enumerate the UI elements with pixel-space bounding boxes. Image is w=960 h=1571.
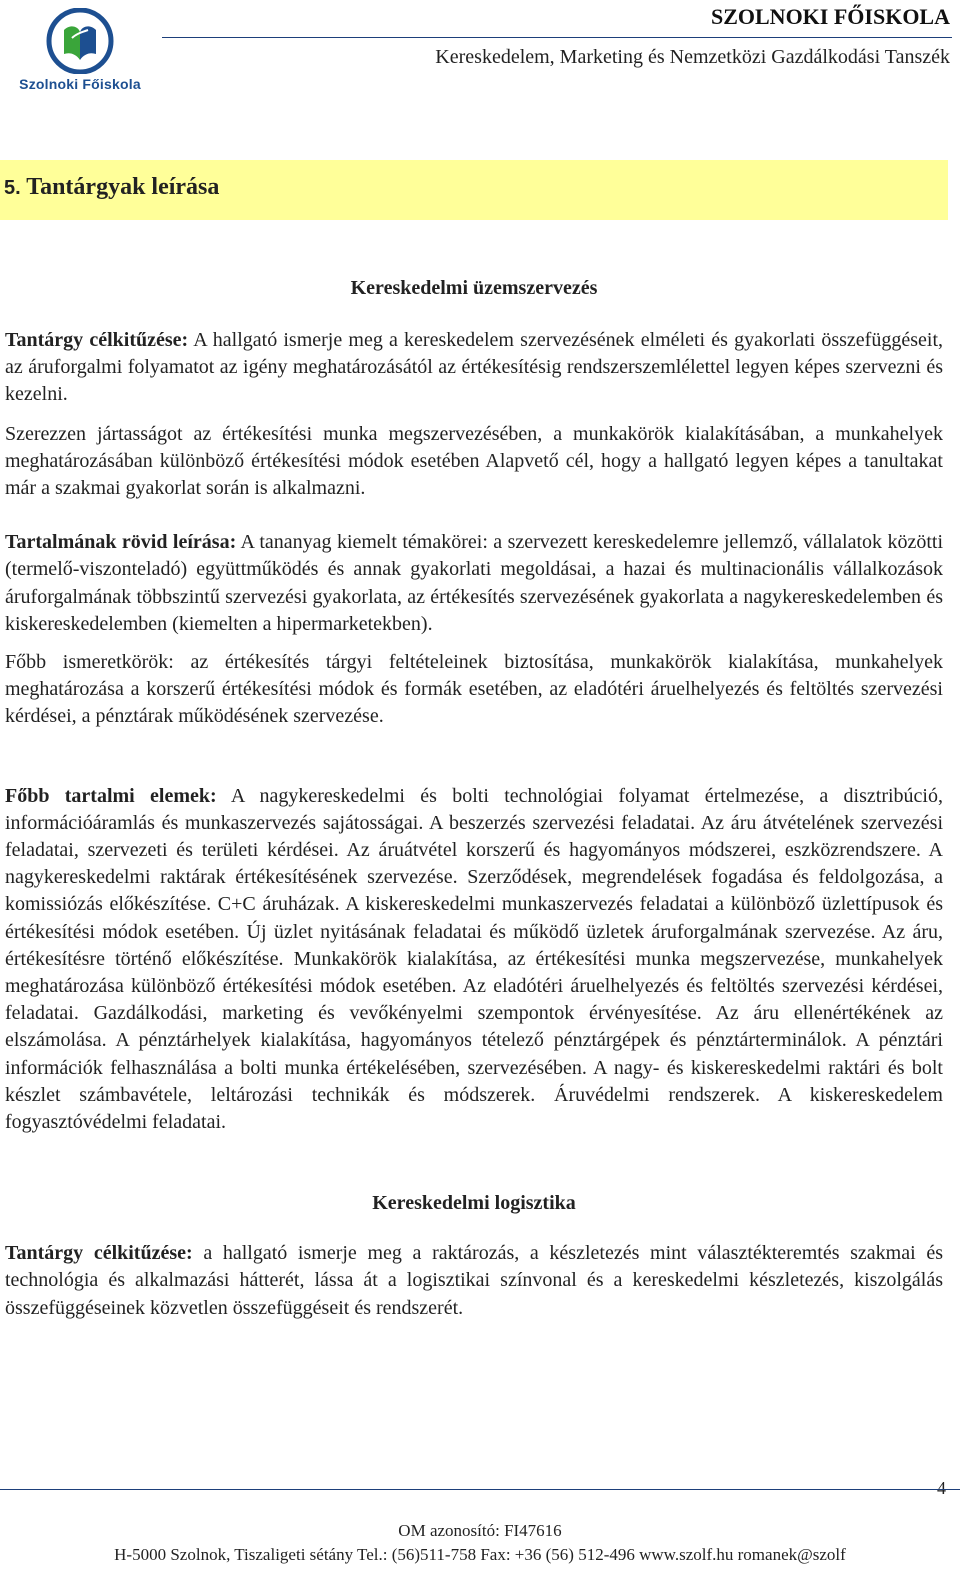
department-name: Kereskedelem, Marketing és Nemzetközi Gazdálkodási Tanszék [435,46,950,68]
section-title-text: Tantárgyak leírása [26,174,220,200]
course-title: Kereskedelmi logisztika [372,1192,576,1215]
course-title: Kereskedelmi üzemszervezés [350,277,598,299]
section-heading-band [0,160,948,220]
footer-address: H-5000 Szolnok, Tiszaligeti sétány Tel.: (56)511-758 Fax: +36 (56) 512-496 www.szolf.hu romanek@szolf [114,1545,846,1564]
document-body [5,271,943,1322]
course-objective-continued: Szerezzen jártasságot az értékesítési munka megszervezésében, a munkakörök kialakításában, a munkahelyek meghatározásában különböző értékesítési módok esetében Alapvető cél, hogy a hallgató legyen képes a tanultakat már a szakmai gyakorlat során is alkalmazni. [5,422,943,500]
school-logo [18,8,142,96]
course-summary-continued: Főbb ismeretkörök: az értékesítés tárgyi feltételeinek biztosítása, munkakörök kialakítása, munkahelyek meghatározása a korszerű értékesítési módok és formák esetében, az eladótéri áruelhelyezés és feltöltés szervezési kérdései, a pénztárak működésének szervezése. [5,651,943,728]
summary-text: A tananyag kiemelt témakörei: a szervezett kereskedelemre jellemző, vállalatok közötti (termelő-viszonteladó) együttműködés és annak gyakorlati megoldásai, a hazai és multinacionális vállalkozások áruforgalmának többszintű szervezési gyakorlata, az értékesítés szervezésének gyakorlata a nagykereskedelemben és kiskereskedelemben (kiemelten a hipermarketekben). [5,531,943,635]
footer-rule [0,1489,960,1490]
elements-text: A nagykereskedelmi és bolti technológiai folyamat értelmezése, a disztribúció, információáramlás és munkaszervezés sajátosságai. A beszerzés szervezési feladatai. Az áru átvételének szervezési feladatai, szervezeti és területi kérdései. Az áruátvétel korszerű és hagyományos módszerei, eszközrendszere. A nagykereskedelmi raktárak értékesítésének szervezése. Szerződések, megrendelések fogadása és feldolgozása, a komissiózás előkészítése. C+C áruházak. A kiskereskedelmi munkaszervezés feladatai a különböző üzlettípusok és értékesítési módok esetében. Új üzlet nyitásának feladatai és működő üzletek áruforgalmának szervezése. Az áru, értékesítésre történő előkészítése. Munkakörök kialakítása, az értékesítési munka megszervezése, munkahelyek meghatározása különböző értékesítési módok esetében. Az eladótéri áruelhelyezés és feltöltés szervezési kérdései, feladatai. Gazdálkodási, marketing és vevőkényelmi szempontok érvényesítése. Az áru ellenértékének az elszámolása. A pénztárhelyek kialakítása, hagyományos tételező pénztárgépek és pénztárterminálok. A pénztári információk felhasználása a bolti munka értékelésében, szervezésében. A nagy- és kiskereskedelmi raktári és bolt készlet számbavétele, leltározási technikák és módszerek. Áruvédelmi rendszerek. A kiskereskedelem fogyasztóvédelmi feladatai. [5,784,943,1134]
objective-label: Tantárgy célkitűzése: [5,1242,193,1265]
course-summary [5,529,943,638]
book-leaf-icon [42,8,118,74]
summary-label: Tartalmának rövid leírása: [5,531,237,554]
course-objective [5,1240,943,1322]
course-elements [5,783,943,1137]
footer-om-id: OM azonosító: FI47616 [398,1521,562,1540]
logo-text: Szolnoki Főiskola [19,76,141,92]
header-rule [162,37,952,38]
objective-text: a hallgató ismerje meg a raktározás, a készletezés mint választékteremtés szakmai és technológia és alkalmazási hátterét, lássa át a logisztikai színvonal és a kereskedelmi készletezés, kiszolgálás összefüggéseinek közvetlen összefüggéseit és rendszerét. [5,1242,943,1319]
objective-text: A hallgató ismerje meg a kereskedelem szervezésének elméleti és gyakorlati összefüggéseit, az áruforgalmi folyamatot az igény meghatározásától az értékesítésig rendszerszemlélettel legyen képes szervezni és kezelni. [5,329,943,406]
elements-label: Főbb tartalmi elemek: [5,784,217,807]
objective-label: Tantárgy célkitűzése: [5,329,189,351]
section-number: 5. [4,177,21,199]
course-objective [5,327,943,409]
page-header [0,0,960,100]
page-number: 4 [937,1478,946,1498]
section-title [4,174,219,201]
institution-name: SZOLNOKI FŐISKOLA [710,4,950,29]
